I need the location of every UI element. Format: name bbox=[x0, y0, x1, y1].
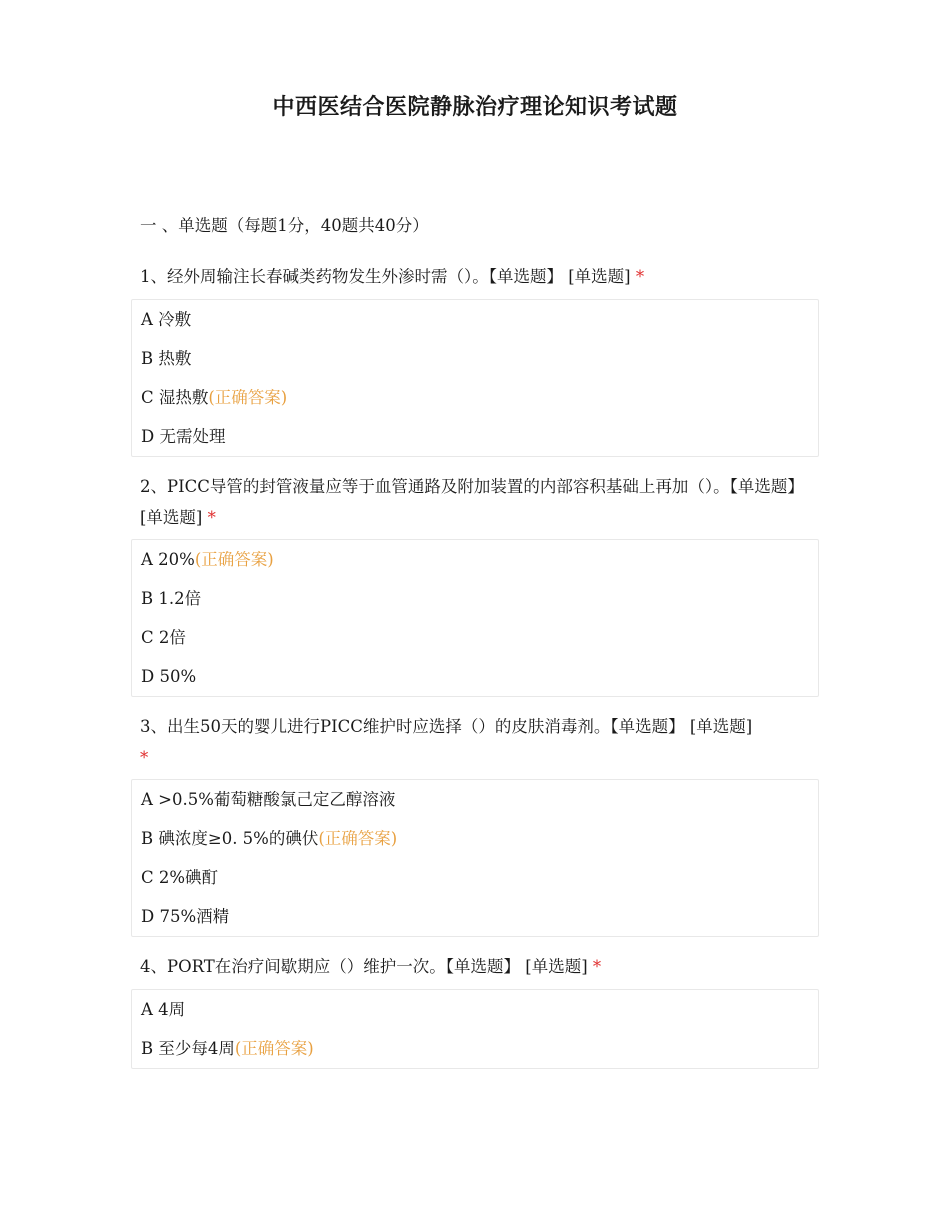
option-b[interactable]: B 热敷 bbox=[141, 349, 192, 368]
option-c[interactable]: C 2倍 bbox=[141, 628, 186, 647]
question-text: 2、PICC导管的封管液量应等于血管通路及附加装置的内部容积基础上再加（）。【单选题】 [单选题] bbox=[140, 477, 804, 527]
question-1 bbox=[140, 261, 820, 292]
option-d[interactable]: D 75%酒精 bbox=[141, 907, 230, 926]
section-heading: 一 、单选题（每题1分，40题共40分） bbox=[140, 216, 429, 235]
question-text: 4、PORT在治疗间歇期应（）维护一次。【单选题】 [单选题] bbox=[140, 957, 588, 976]
required-mark: * bbox=[635, 267, 645, 286]
option-a[interactable]: A 冷敷 bbox=[141, 310, 192, 329]
question-text: 3、出生50天的婴儿进行PICC维护时应选择（）的皮肤消毒剂。【单选题】 [单选题] bbox=[140, 717, 753, 736]
option-c[interactable]: C 2%碘酊 bbox=[141, 868, 219, 887]
option-d[interactable]: D 50% bbox=[141, 667, 197, 686]
option-a[interactable]: A 4周 bbox=[141, 1000, 186, 1019]
page-title: 中西医结合医院静脉治疗理论知识考试题 bbox=[272, 94, 678, 120]
question-4 bbox=[140, 951, 820, 982]
required-mark: * bbox=[592, 957, 602, 976]
option-b[interactable]: B 1.2倍 bbox=[141, 589, 202, 608]
option-d[interactable]: D 无需处理 bbox=[141, 427, 226, 446]
option-a[interactable]: A >0.5%葡萄糖酸氯己定乙醇溶液 bbox=[141, 790, 396, 809]
correct-answer-mark: (正确答案) bbox=[318, 829, 398, 848]
question-2 bbox=[140, 471, 820, 533]
required-mark: * bbox=[207, 508, 216, 527]
correct-answer-mark: (正确答案) bbox=[234, 1039, 314, 1058]
options-list-4 bbox=[131, 989, 819, 1069]
options-list-3 bbox=[131, 779, 819, 937]
options-list-1 bbox=[131, 299, 819, 457]
option-b[interactable]: B 至少每4周(正确答案) bbox=[141, 1039, 314, 1058]
options-list-2 bbox=[131, 539, 819, 697]
correct-answer-mark: (正确答案) bbox=[194, 550, 274, 569]
required-mark: * bbox=[140, 748, 149, 767]
option-a[interactable]: A 20%(正确答案) bbox=[141, 550, 274, 569]
correct-answer-mark: (正确答案) bbox=[208, 388, 288, 407]
option-c[interactable]: C 湿热敷(正确答案) bbox=[141, 388, 288, 407]
question-text: 1、经外周输注长春碱类药物发生外渗时需（）。【单选题】 [单选题] bbox=[140, 267, 631, 286]
question-3 bbox=[140, 711, 760, 773]
option-b[interactable]: B 碘浓度≥0. 5%的碘伏(正确答案) bbox=[141, 829, 398, 848]
